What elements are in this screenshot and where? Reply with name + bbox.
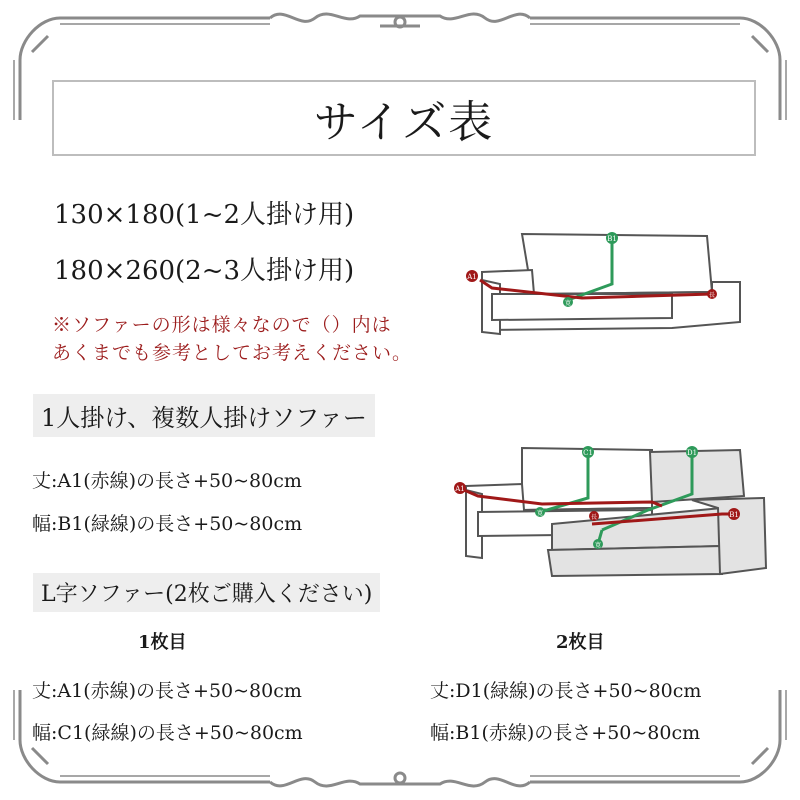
label-width-2: 寛 — [594, 542, 602, 549]
label-length: 長 — [708, 292, 716, 299]
label-length-l: 長 — [590, 514, 598, 521]
section2-col1-title: 1枚目 — [138, 632, 187, 653]
label-b1-l: B1 — [729, 511, 739, 519]
note-line-1: ※ソファーの形は様々なので（）内は — [52, 314, 392, 336]
section2-col2-title: 2枚目 — [556, 632, 605, 653]
section2-col2-line-1: 丈:D1(緑線)の長さ+50~80cm — [430, 680, 702, 702]
page-title: サイズ表 — [313, 97, 495, 148]
label-a1-l: A1 — [455, 485, 465, 493]
note-line-2: あくまでも参考としてお考えください。 — [52, 342, 413, 364]
label-width-1: 寛 — [536, 510, 544, 517]
sofa-diagram-single — [462, 222, 752, 340]
section2-col1-line-2: 幅:C1(緑線)の長さ+50~80cm — [32, 722, 303, 744]
label-a1: A1 — [467, 273, 477, 281]
section1-line-1: 丈:A1(赤線)の長さ+50~80cm — [32, 470, 302, 492]
section2-col1-line-1: 丈:A1(赤線)の長さ+50~80cm — [32, 680, 302, 702]
size-large: 180×260(2~3人掛け用) — [54, 256, 355, 286]
size-small: 130×180(1~2人掛け用) — [54, 200, 355, 230]
sofa-diagram-l-shaped — [452, 438, 770, 580]
section2-heading: L字ソファー(2枚ご購入ください) — [33, 573, 380, 612]
title-box — [52, 80, 756, 156]
section2-col2-line-2: 幅:B1(赤線)の長さ+50~80cm — [430, 722, 701, 744]
section1-line-2: 幅:B1(緑線)の長さ+50~80cm — [32, 513, 303, 535]
label-width: 寛 — [564, 300, 572, 307]
label-d1: D1 — [686, 449, 698, 457]
label-b1: B1 — [607, 235, 617, 243]
section1-heading: 1人掛け、複数人掛けソファー — [33, 394, 375, 437]
label-c1: C1 — [583, 449, 593, 457]
